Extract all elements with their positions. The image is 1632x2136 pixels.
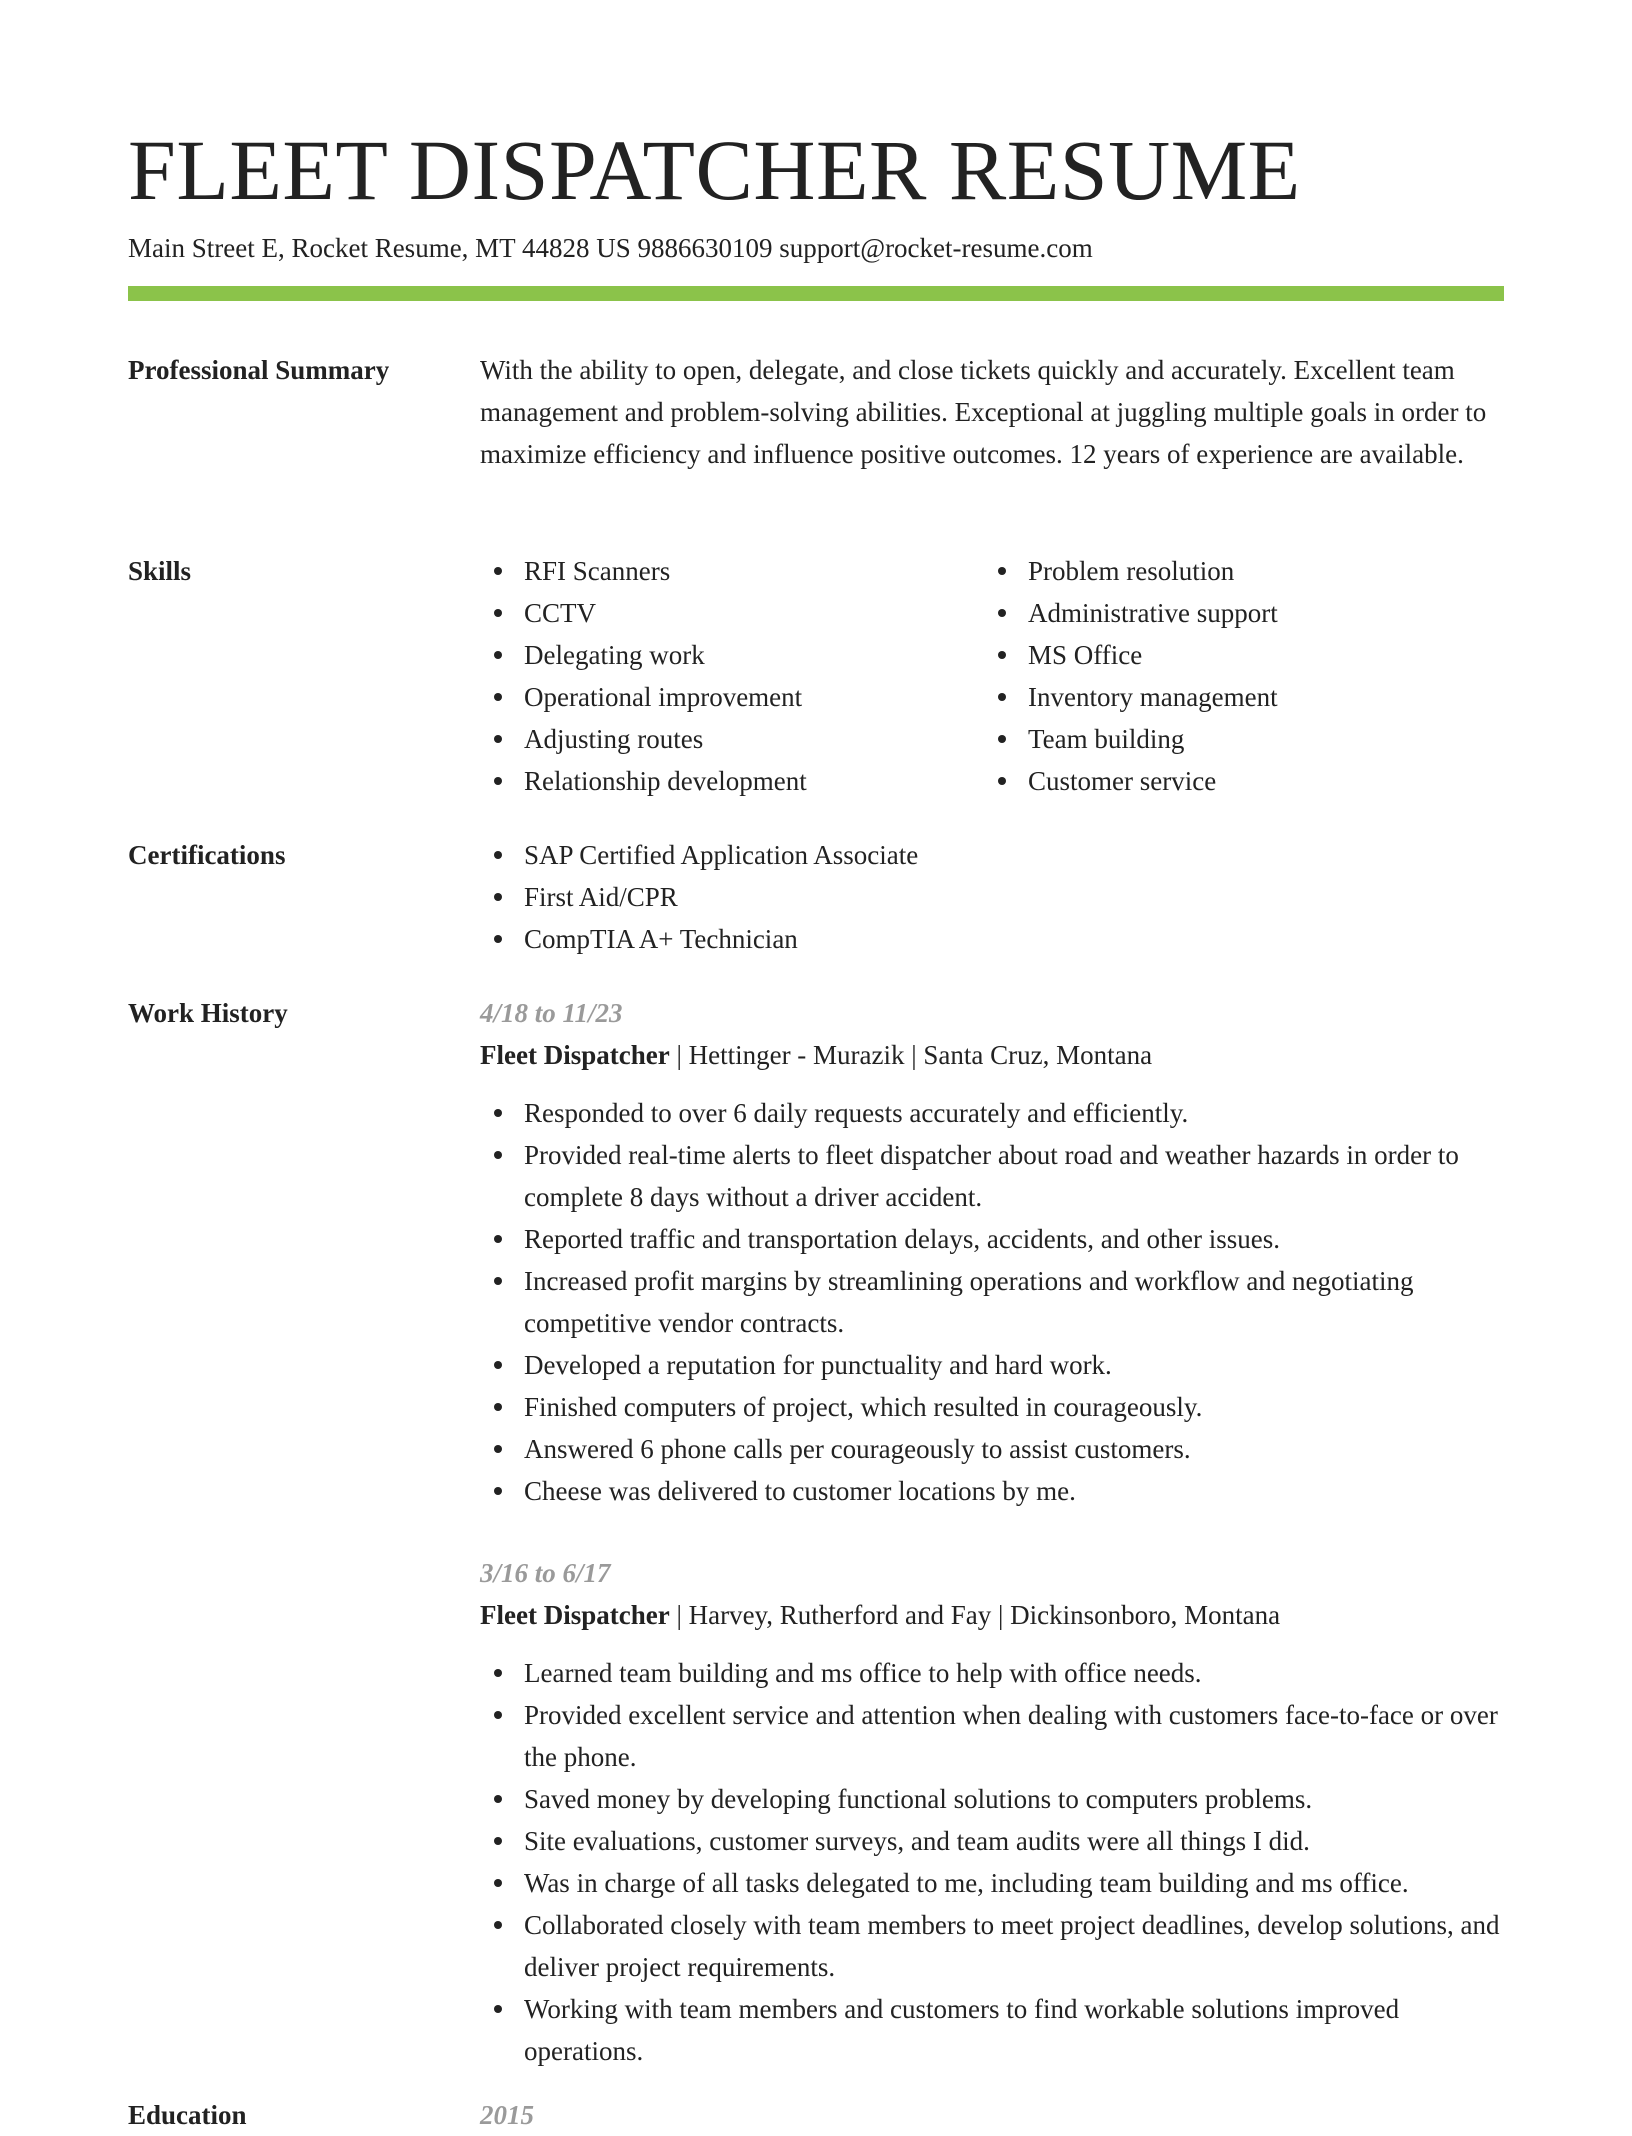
summary-content [480,349,1504,475]
skill-item: Inventory management [984,676,1504,718]
job-bullet: Reported traffic and transportation delays, accidents, and other issues. [480,1218,1504,1260]
certifications-content [480,834,1504,960]
job-dates: 3/16 to 6/17 [480,1558,611,1588]
skills-list-left [480,550,984,802]
skill-item: Relationship development [480,760,984,802]
accent-divider [128,286,1504,301]
job-bullet: Responded to over 6 daily requests accurately and efficiently. [480,1092,1504,1134]
job-heading [480,1594,1504,1636]
job-bullet: Working with team members and customers to find workable solutions improved operations. [480,1988,1504,2072]
job-bullets [480,1092,1504,1512]
job-entry [480,1552,1504,2072]
education-date: 2015 [480,2100,534,2130]
section-label-skills: Skills [128,556,192,586]
job-bullet: Site evaluations, customer surveys, and team audits were all things I did. [480,1820,1504,1862]
skill-item: RFI Scanners [480,550,984,592]
skill-item: Team building [984,718,1504,760]
job-bullet: Learned team building and ms office to help with office needs. [480,1652,1504,1694]
summary-text: With the ability to open, delegate, and close tickets quickly and accurately. Excellent team management and problem-solving abilities. Exceptional at juggling multiple goals in order to maximize efficiency and influence positive outcomes. 12 years of experience are available. [480,355,1487,469]
section-label-work-history: Work History [128,998,288,1028]
job-bullet: Answered 6 phone calls per courageously to assist customers. [480,1428,1504,1470]
skill-item: MS Office [984,634,1504,676]
job-bullet: Collaborated closely with team members to meet project deadlines, develop solutions, and deliver project requirements. [480,1904,1504,1988]
resume-title: FLEET DISPATCHER RESUME [128,122,1301,218]
skill-item: Operational improvement [480,676,984,718]
job-bullets [480,1652,1504,2072]
job-bullet: Provided real-time alerts to fleet dispatcher about road and weather hazards in order to complete 8 days without a driver accident. [480,1134,1504,1218]
section-label-summary: Professional Summary [128,355,390,385]
job-details: | Harvey, Rutherford and Fay | Dickinsonboro, Montana [669,1600,1281,1630]
certification-item: CompTIA A+ Technician [480,918,1504,960]
skill-item: Customer service [984,760,1504,802]
work-history-content [480,992,1504,2072]
certification-item: SAP Certified Application Associate [480,834,1504,876]
job-heading [480,1034,1504,1076]
job-title: Fleet Dispatcher [480,1600,670,1630]
job-bullet: Increased profit margins by streamlining operations and workflow and negotiating competitive vendor contracts. [480,1260,1504,1344]
section-label-education: Education [128,2100,247,2130]
skill-item: Administrative support [984,592,1504,634]
job-dates: 4/18 to 11/23 [480,998,623,1028]
skills-list-right [984,550,1504,802]
certification-item: First Aid/CPR [480,876,1504,918]
job-bullet: Finished computers of project, which resulted in courageously. [480,1386,1504,1428]
job-bullet: Developed a reputation for punctuality and hard work. [480,1344,1504,1386]
certifications-list [480,834,1504,960]
job-bullet: Saved money by developing functional solutions to computers problems. [480,1778,1504,1820]
skills-content [480,550,1504,802]
section-label-certifications: Certifications [128,840,286,870]
skill-item: Delegating work [480,634,984,676]
education-content [480,2094,1504,2136]
job-title: Fleet Dispatcher [480,1040,670,1070]
contact-line: Main Street E, Rocket Resume, MT 44828 US 9886630109 support@rocket-resume.com [128,233,1093,263]
skill-item: Problem resolution [984,550,1504,592]
job-bullet: Was in charge of all tasks delegated to me, including team building and ms office. [480,1862,1504,1904]
skill-item: CCTV [480,592,984,634]
skill-item: Adjusting routes [480,718,984,760]
job-bullet: Cheese was delivered to customer locations by me. [480,1470,1504,1512]
job-bullet: Provided excellent service and attention when dealing with customers face-to-face or over the phone. [480,1694,1504,1778]
job-entry [480,992,1504,1512]
job-details: | Hettinger - Murazik | Santa Cruz, Montana [669,1040,1153,1070]
